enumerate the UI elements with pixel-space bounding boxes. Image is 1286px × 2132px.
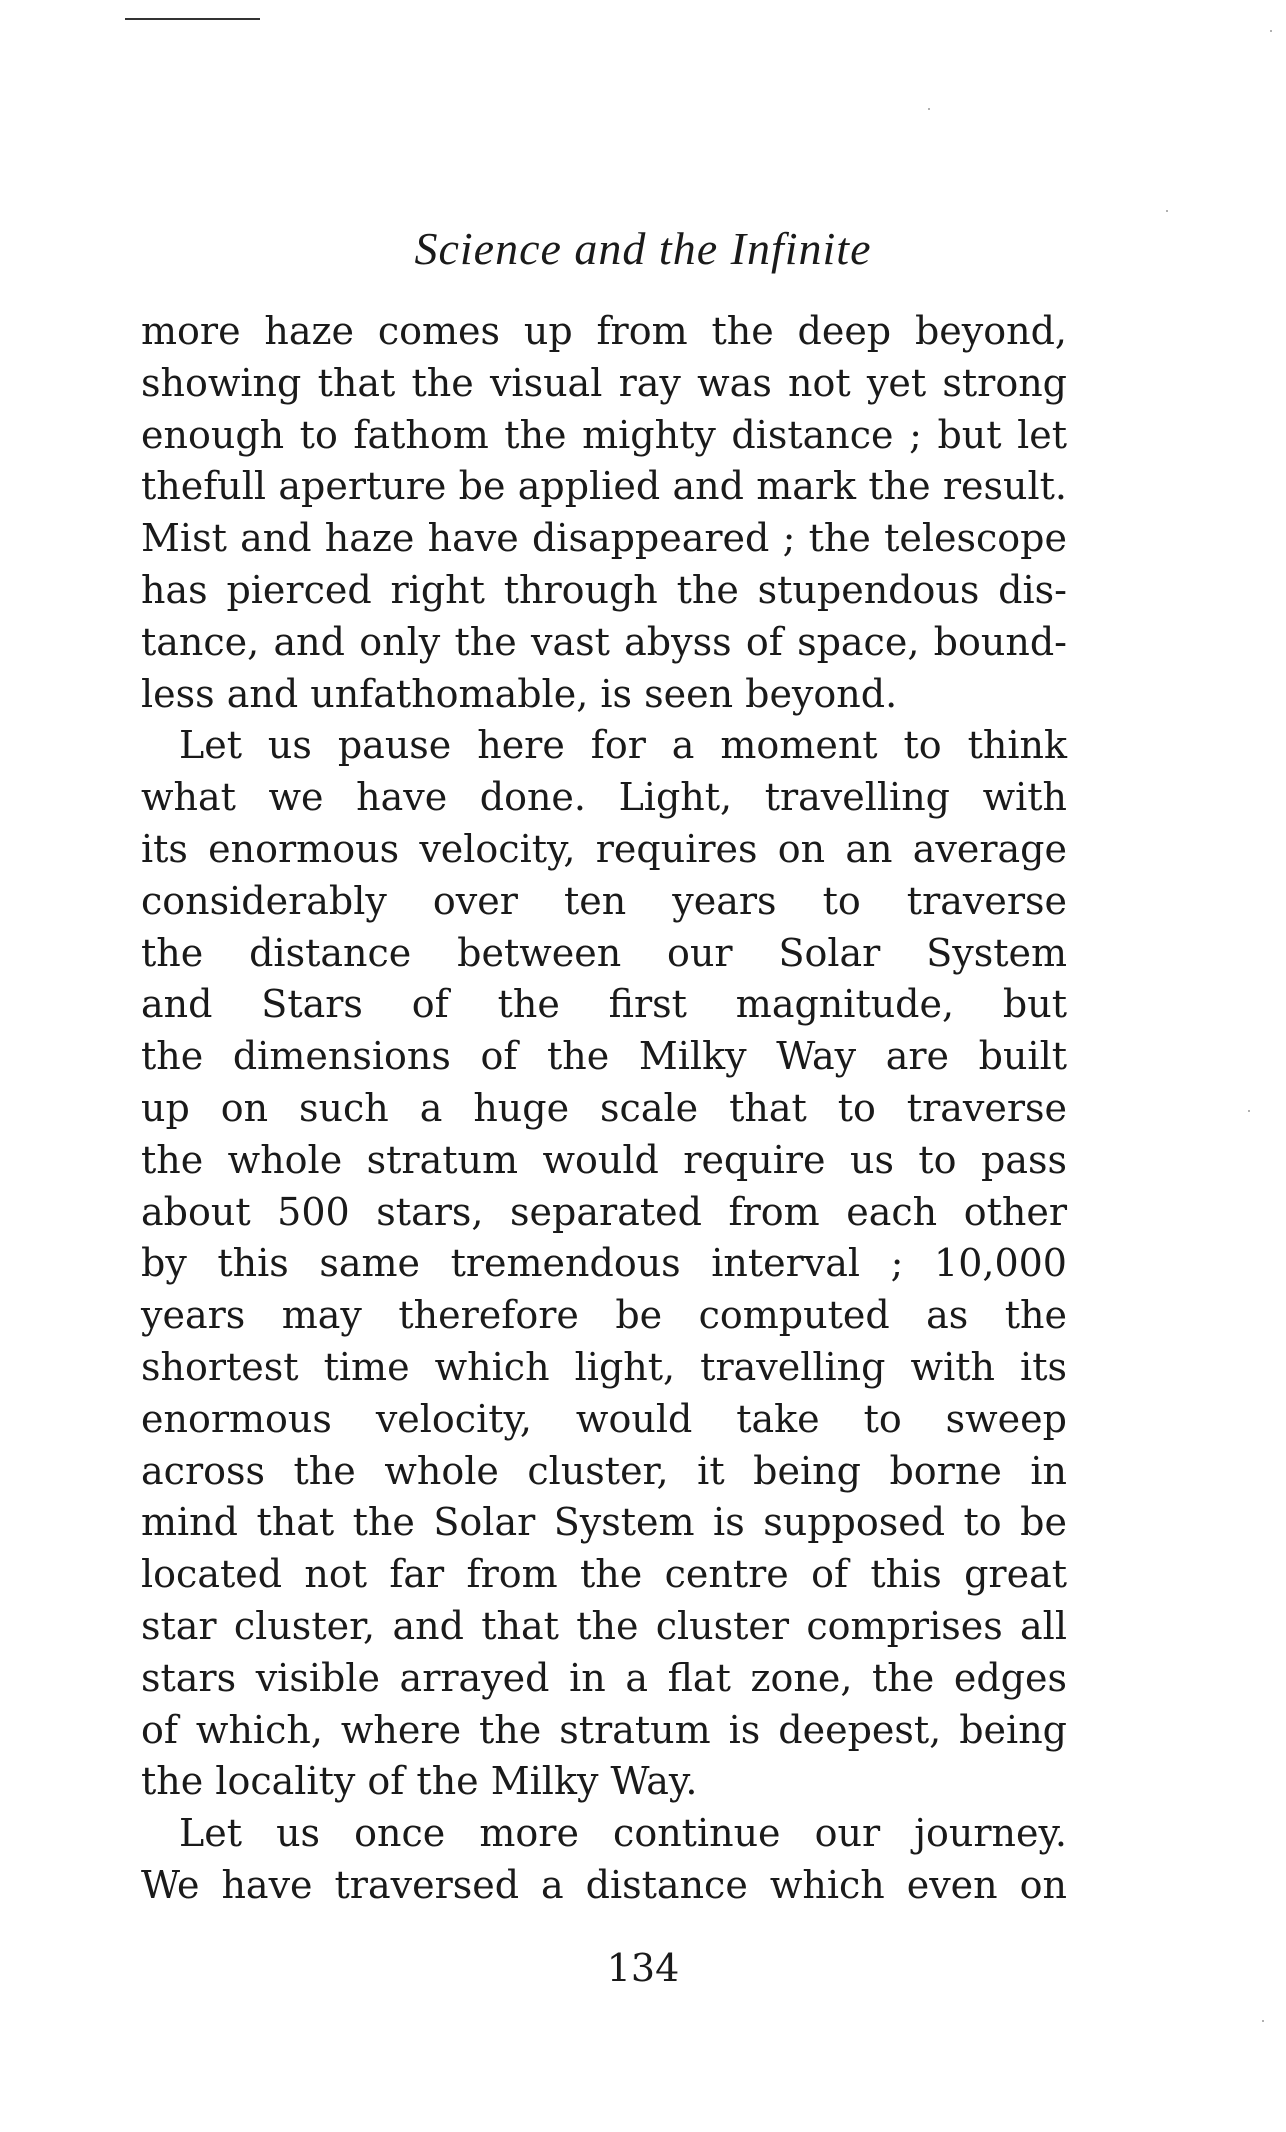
- paragraph: [141, 1808, 1067, 1912]
- text-line: located not far from the centre of this great: [141, 1552, 1067, 1597]
- text-line: Mist and haze have disappeared ; the telescope: [141, 516, 1067, 561]
- text-line: the whole stratum would require us to pass: [141, 1137, 1067, 1182]
- text-line: by this same tremendous interval ; 10,000: [141, 1241, 1067, 1286]
- text-line: of which, where the stratum is deepest, being: [141, 1707, 1067, 1752]
- text-line: its enormous velocity, requires on an average: [141, 826, 1067, 871]
- text-line: across the whole cluster, it being borne in: [141, 1448, 1067, 1493]
- paragraph: [141, 720, 1067, 1808]
- text-line: shortest time which light, travelling with its: [141, 1344, 1067, 1389]
- text-line: what we have done. Light, travelling with: [141, 775, 1067, 820]
- text-line: tance, and only the vast abyss of space, bound-: [141, 619, 1067, 664]
- text-line: stars visible arrayed in a flat zone, the edges: [141, 1655, 1067, 1700]
- text-line: Let us pause here for a moment to think: [179, 723, 1067, 768]
- text-line: the distance between our Solar System: [141, 930, 1067, 975]
- text-line: up on such a huge scale that to traverse: [141, 1085, 1067, 1130]
- text-line: the locality of the Milky Way.: [141, 1759, 698, 1804]
- text-line: showing that the visual ray was not yet strong: [141, 360, 1067, 405]
- page-number: 134: [606, 1946, 680, 1990]
- text-line: enough to fathom the mighty distance ; but let: [141, 412, 1067, 457]
- text-line: thefull aperture be applied and mark the result.: [141, 464, 1067, 509]
- text-line: more haze comes up from the deep beyond,: [141, 309, 1067, 353]
- text-line: has pierced right through the stupendous dis-: [141, 567, 1067, 612]
- paragraph: [141, 306, 1067, 720]
- text-line: mind that the Solar System is supposed to be: [141, 1500, 1067, 1545]
- text-line: star cluster, and that the cluster comprises all: [141, 1603, 1067, 1648]
- body-text: [141, 306, 1067, 1912]
- top-rule: [125, 18, 260, 20]
- running-title: Science and the Infinite: [414, 223, 872, 274]
- text-line: less and unfathomable, is seen beyond.: [141, 671, 898, 716]
- text-line: the dimensions of the Milky Way are built: [141, 1034, 1067, 1079]
- text-line: Let us once more continue our journey.: [179, 1811, 1067, 1856]
- text-line: years may therefore be computed as the: [141, 1293, 1067, 1338]
- text-line: enormous velocity, would take to sweep: [141, 1396, 1067, 1441]
- text-line: considerably over ten years to traverse: [141, 878, 1067, 923]
- text-line: and Stars of the first magnitude, but: [141, 982, 1067, 1027]
- text-line: We have traversed a distance which even on: [141, 1862, 1067, 1907]
- text-line: about 500 stars, separated from each other: [141, 1189, 1067, 1234]
